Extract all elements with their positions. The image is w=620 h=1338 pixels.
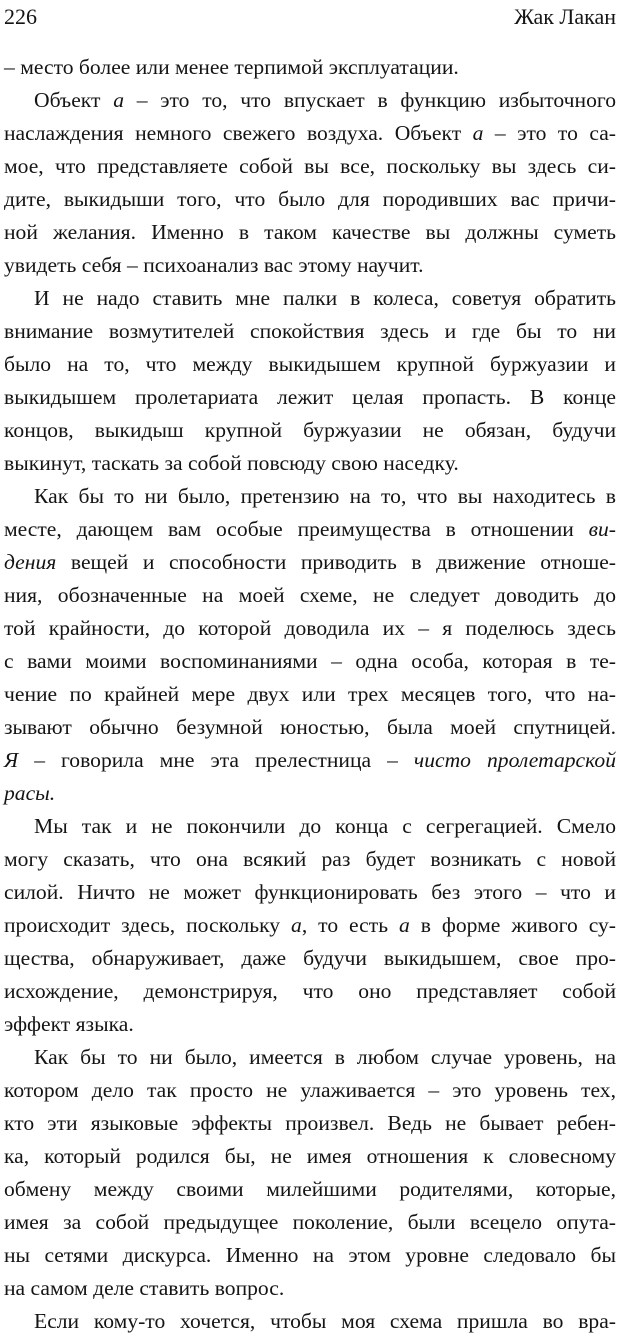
text-line: расы. bbox=[4, 781, 56, 805]
text-line: эффект языка. bbox=[4, 1012, 134, 1036]
text-line: И не надо ставить мне палки в колеса, советуя обратить bbox=[34, 286, 616, 310]
text-line: той крайности, до которой доводила их – я поделюсь здесь bbox=[4, 616, 616, 640]
text-line: силой. Ничто не может функционировать без этого – что и bbox=[4, 880, 616, 904]
text-line: концов, выкидыш крупной буржуазии не обязан, будучи bbox=[4, 418, 616, 442]
text-line: исхождение, демонстрируя, что оно представляет собой bbox=[4, 979, 616, 1003]
text-line: дения вещей и способности приводить в движение отноше- bbox=[4, 550, 616, 574]
text-line: было на то, что между выкидышем крупной буржуазии и bbox=[4, 352, 616, 376]
text-line: с вами моими воспоминаниями – одна особа, которая в те- bbox=[4, 649, 616, 673]
text-line: наслаждения немного свежего воздуха. Объект а – это то са- bbox=[4, 121, 616, 145]
text-line: кто эти языковые эффекты произвел. Ведь не бывает ребен- bbox=[4, 1111, 616, 1135]
text-line: месте, дающем вам особые преимущества в отношении ви- bbox=[4, 517, 616, 541]
page-number: 226 bbox=[4, 4, 37, 29]
text-line: щества, обнаруживает, даже будучи выкидышем, свое про- bbox=[4, 946, 616, 970]
text-line: зывают обычно безумной юностью, была моей спутницей. bbox=[4, 715, 616, 739]
text-line: выкинут, таскать за собой повсюду свою наседку. bbox=[4, 451, 459, 475]
text-line: ной желания. Именно в таком качестве вы должны суметь bbox=[4, 220, 616, 244]
text-line: происходит здесь, поскольку а, то есть а в форме живого су- bbox=[4, 913, 616, 937]
text-line: Как бы то ни было, имеется в любом случае уровень, на bbox=[34, 1045, 616, 1069]
text-line: котором дело так просто не улаживается – это уровень тех, bbox=[4, 1078, 616, 1102]
text-line: ны сетями дискурса. Именно на этом уровне следовало бы bbox=[4, 1243, 616, 1267]
text-line: увидеть себя – психоанализ вас этому научит. bbox=[4, 253, 424, 277]
text-line: обмену между своими милейшими родителями, которые, bbox=[4, 1177, 616, 1201]
text-line: Я – говорила мне эта прелестница – чисто пролетарской bbox=[4, 748, 616, 772]
body-text bbox=[4, 51, 616, 1338]
page-header bbox=[4, 2, 616, 32]
text-line: на самом деле ставить вопрос. bbox=[4, 1276, 285, 1300]
text-line: имея за собой предыдущее поколение, были всецело опута- bbox=[4, 1210, 616, 1234]
running-head: Жак Лакан bbox=[514, 4, 616, 29]
text-line: – место более или менее терпимой эксплуатации. bbox=[4, 55, 459, 79]
text-line: могу сказать, что она всякий раз будет возникать с новой bbox=[4, 847, 616, 871]
text-line: Если кому-то хочется, чтобы моя схема пришла во вра- bbox=[34, 1309, 616, 1333]
text-line: дите, выкидыши того, что было для породивших вас причи- bbox=[4, 187, 616, 211]
text-line: чение по крайней мере двух или трех месяцев того, что на- bbox=[4, 682, 616, 706]
text-line: Объект а – это то, что впускает в функцию избыточного bbox=[34, 88, 616, 112]
text-line: Мы так и не покончили до конца с сегрегацией. Смело bbox=[34, 814, 616, 838]
text-line: ния, обозначенные на моей схеме, не следует доводить до bbox=[4, 583, 616, 607]
text-line: Как бы то ни было, претензию на то, что вы находитесь в bbox=[34, 484, 616, 508]
text-line: выкидышем пролетариата лежит целая пропасть. В конце bbox=[4, 385, 616, 409]
text-line: ка, который родился бы, не имея отношения к словесному bbox=[4, 1144, 616, 1168]
text-line: мое, что представляете собой вы все, поскольку вы здесь си- bbox=[4, 154, 616, 178]
text-line: внимание возмутителей спокойствия здесь и где бы то ни bbox=[4, 319, 616, 343]
